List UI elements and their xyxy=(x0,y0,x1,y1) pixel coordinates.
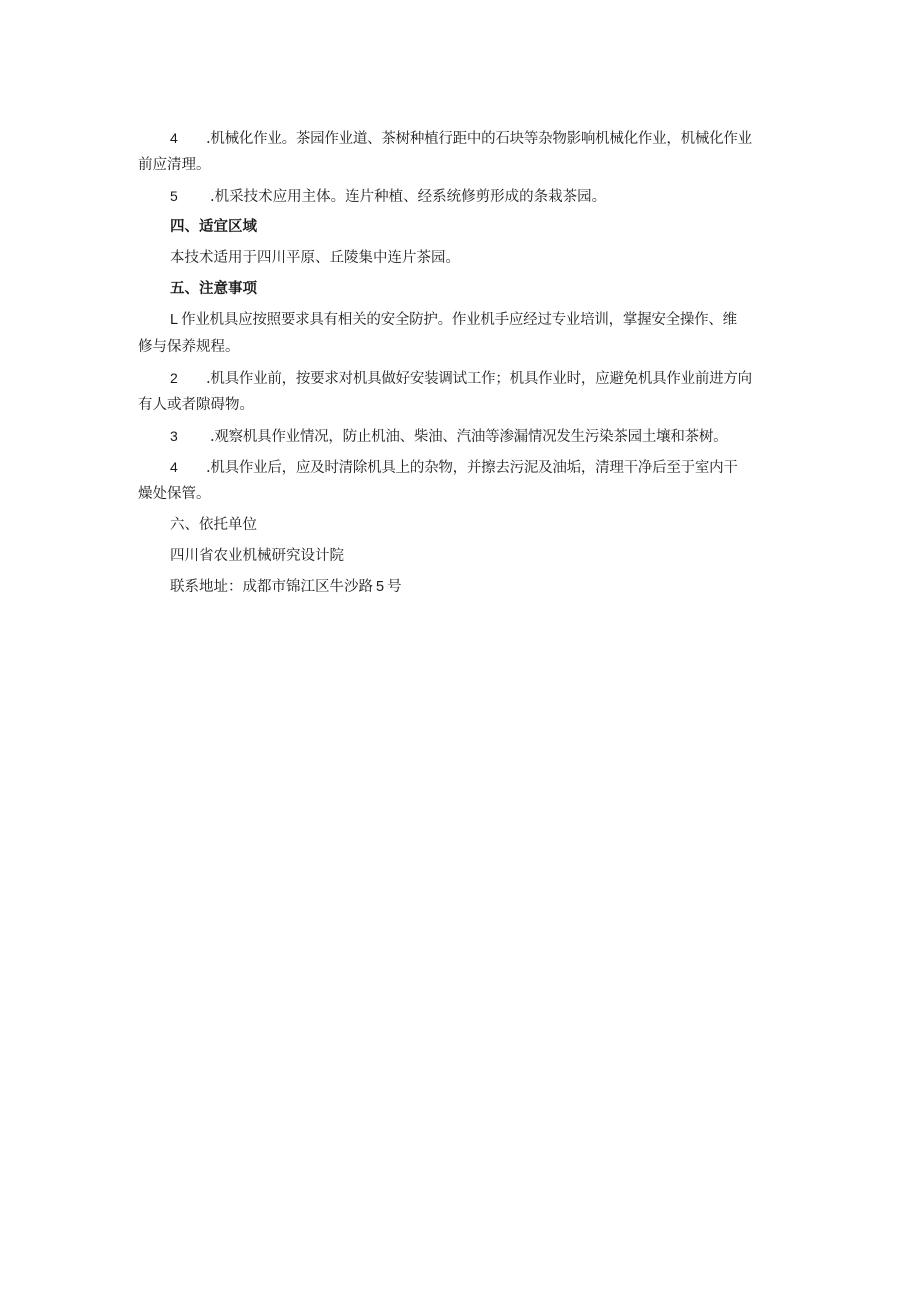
item-text-continued: 有人或者隙碍物。 xyxy=(138,397,254,413)
item-number: 5 xyxy=(170,188,178,204)
section-heading: 四、适宜区域 xyxy=(170,219,257,235)
item-number: 4 xyxy=(170,130,178,146)
section-heading-region xyxy=(138,214,786,241)
item-text: 作业机具应按照要求具有相关的安全防护。作业机手应经过专业培训，掌握安全操作、维 xyxy=(181,312,737,328)
notes-item1-line1 xyxy=(138,307,786,334)
paragraph-mechanization-line1 xyxy=(138,125,786,152)
item-text-continued: 修与保养规程。 xyxy=(138,339,240,355)
item-number: L xyxy=(170,312,179,328)
item-text: .机具作业前，按要求对机具做好安装调试工作；机具作业时，应避免机具作业前进方向 xyxy=(206,371,752,387)
item-text-continued: 前应清理。 xyxy=(138,157,211,173)
item-text: .观察机具作业情况，防止机油、柴油、汽油等渗漏情况发生污染茶园土壤和茶树。 xyxy=(210,429,728,445)
address-number: 5 xyxy=(376,579,385,595)
section-heading-notes xyxy=(138,276,786,303)
organization-name: 四川省农业机械研究设计院 xyxy=(170,548,344,564)
section-heading: 六、依托单位 xyxy=(170,517,257,533)
notes-item3 xyxy=(138,423,786,450)
address-suffix: 号 xyxy=(387,579,402,595)
document-page xyxy=(138,125,786,601)
body-text: 本技术适用于四川平原、丘陵集中连片茶园。 xyxy=(170,250,460,266)
notes-item2-line2 xyxy=(138,392,786,419)
address-label: 联系地址：成都市锦江区牛沙路 xyxy=(170,579,373,595)
item-text: .机械化作业。茶园作业道、茶树种植行距中的石块等杂物影响机械化作业，机械化作业 xyxy=(206,131,752,147)
item-text-continued: 燥处保管。 xyxy=(138,486,211,502)
notes-item1-line2 xyxy=(138,334,786,361)
section-heading-organization xyxy=(138,512,786,539)
address-line xyxy=(138,574,786,601)
item-text: .机采技术应用主体。连片种植、经系统修剪形成的条栽茶园。 xyxy=(210,189,607,205)
paragraph-subject xyxy=(138,183,786,210)
item-number: 4 xyxy=(170,459,178,475)
paragraph-mechanization-line2 xyxy=(138,152,786,179)
notes-item2-line1 xyxy=(138,365,786,392)
notes-item4-line1 xyxy=(138,454,786,481)
section-region-text xyxy=(138,245,786,272)
section-heading: 五、注意事项 xyxy=(170,281,257,297)
notes-item4-line2 xyxy=(138,481,786,508)
item-number: 2 xyxy=(170,370,178,386)
item-text: .机具作业后，应及时清除机具上的杂物，并擦去污泥及油垢，清理干净后至于室内干 xyxy=(206,460,738,476)
organization-name-line xyxy=(138,543,786,570)
item-number: 3 xyxy=(170,428,178,444)
